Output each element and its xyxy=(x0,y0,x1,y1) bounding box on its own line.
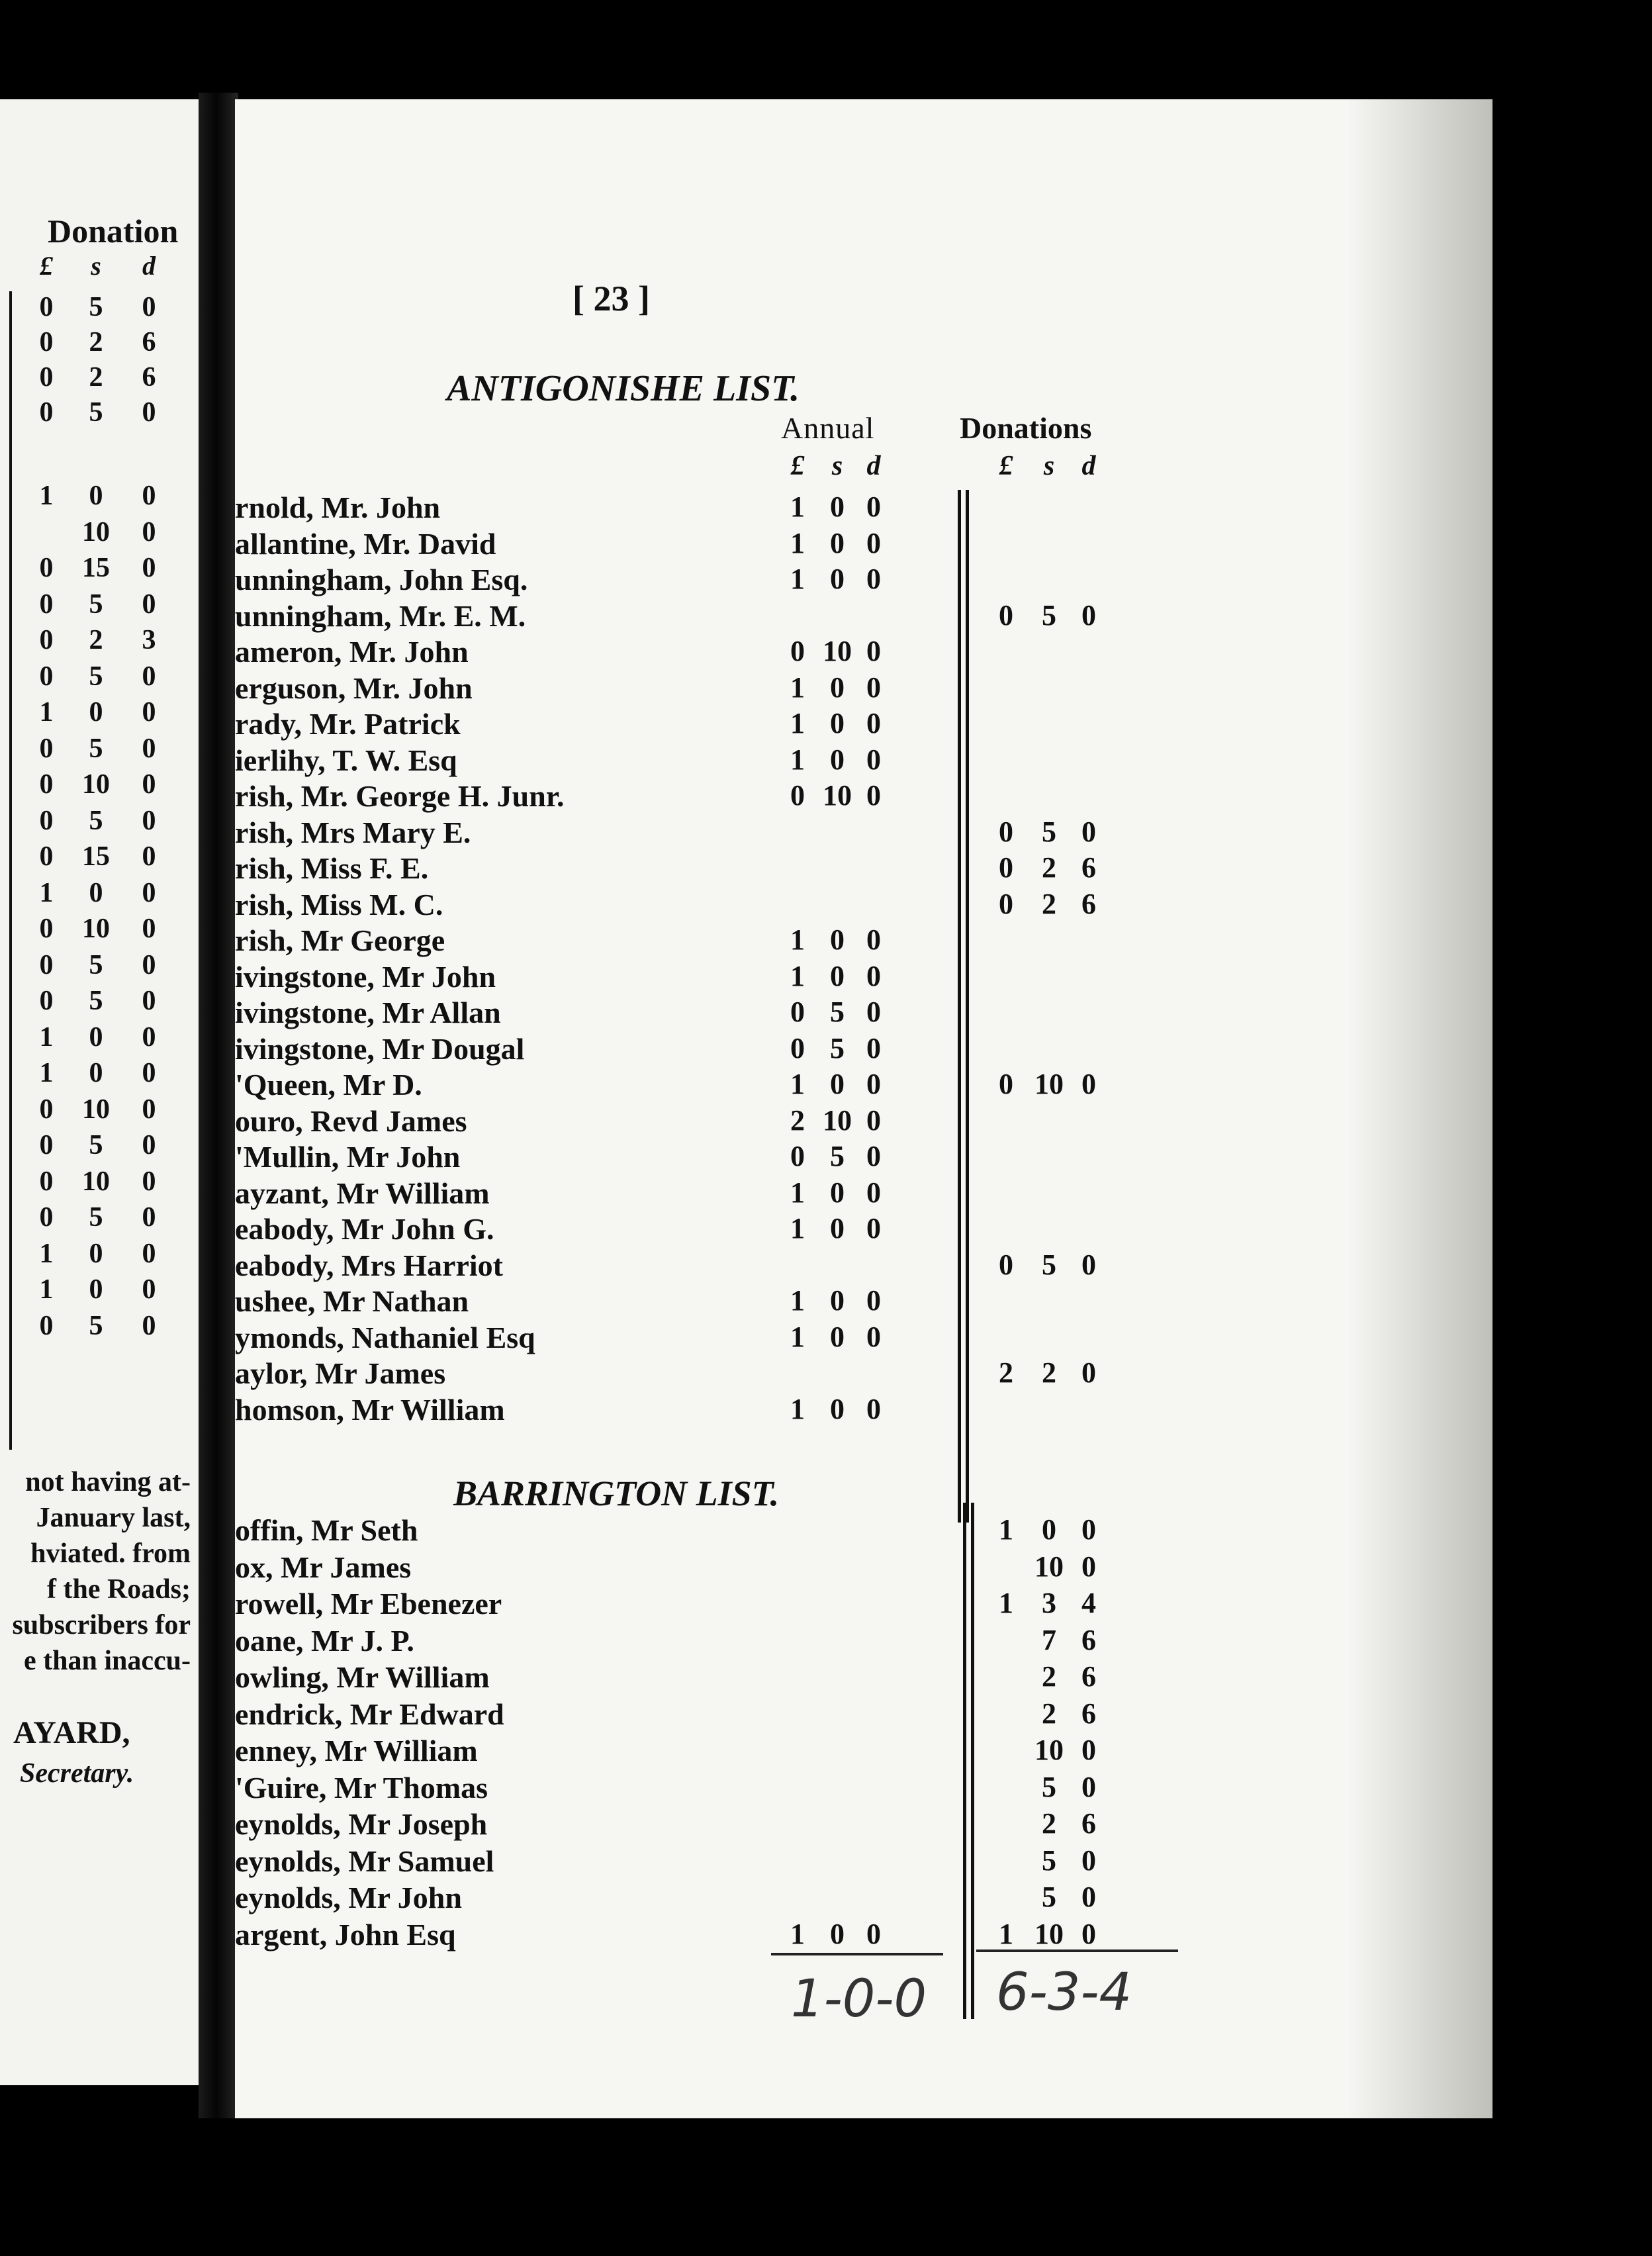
annual-amount: 0 xyxy=(866,526,881,559)
left-donation-amount: 1 xyxy=(39,1021,54,1053)
left-donation-amount: 0 xyxy=(142,516,156,547)
left-donation-amount: 0 xyxy=(39,362,54,393)
annual-amount: 0 xyxy=(866,1917,881,1950)
subscriber-name: unningham, Mr. E. M. xyxy=(235,598,526,633)
subscriber-name: ierlihy, T. W. Esq xyxy=(235,743,457,777)
left-donation-amount: 15 xyxy=(82,841,110,872)
subscriber-name: owling, Mr William xyxy=(235,1660,490,1694)
left-donation-amount: 0 xyxy=(89,1238,103,1269)
left-donation-amount: 0 xyxy=(89,697,103,728)
left-donation-amount: 5 xyxy=(89,1310,103,1341)
donation-amount: 0 xyxy=(1081,1550,1096,1583)
left-donation-amount: 0 xyxy=(39,292,54,322)
left-donation-amount: 0 xyxy=(142,697,156,728)
donation-amount: 0 xyxy=(1081,1917,1096,1950)
donation-amount: 2 xyxy=(1042,851,1056,884)
annual-amount: 0 xyxy=(866,491,881,523)
subscriber-name: 'Mullin, Mr John xyxy=(235,1140,461,1174)
left-donation-amount: 0 xyxy=(89,1274,103,1305)
donation-amount: 0 xyxy=(1081,1844,1096,1877)
antigonishe-rule-2 xyxy=(966,490,969,1523)
left-donation-amount: 2 xyxy=(89,327,103,357)
subscriber-name: endrick, Mr Edward xyxy=(235,1697,504,1731)
annual-amount: 0 xyxy=(830,1392,845,1425)
left-donation-amount: 0 xyxy=(89,1021,103,1053)
donation-amount: 6 xyxy=(1081,851,1096,884)
subscriber-name: offin, Mr Seth xyxy=(235,1513,418,1547)
annual-amount: 0 xyxy=(866,743,881,776)
donation-amount: 2 xyxy=(1042,1356,1056,1389)
annual-amount: 1 xyxy=(790,1284,805,1317)
subscriber-name: 'Guire, Mr Thomas xyxy=(235,1770,488,1805)
donation-amount: 2 xyxy=(1042,1660,1056,1693)
annual-amount: 0 xyxy=(830,563,845,595)
donation-amount: 0 xyxy=(999,815,1013,848)
left-donation-amount: 0 xyxy=(39,949,54,980)
left-donation-amount: 0 xyxy=(39,1202,54,1233)
annual-amount: 10 xyxy=(823,779,852,812)
left-donation-amount: 5 xyxy=(89,986,103,1016)
annual-unit-label: £ xyxy=(790,451,805,481)
subscriber-name: eabody, Mrs Harriot xyxy=(235,1248,503,1282)
left-donation-amount: 0 xyxy=(142,1238,156,1269)
donation-amount: 6 xyxy=(1081,1807,1096,1840)
left-donation-amount: 5 xyxy=(89,805,103,836)
annual-amount: 0 xyxy=(866,1031,881,1064)
donation-amount: 5 xyxy=(1042,598,1056,632)
subscriber-name: rish, Mr George xyxy=(235,923,445,957)
subscriber-name: enney, Mr William xyxy=(235,1734,478,1767)
left-signature-name: AYARD, xyxy=(13,1715,130,1750)
left-donation-amount: 2 xyxy=(89,362,103,393)
subscriber-name: ouro, Revd James xyxy=(235,1104,467,1138)
subscriber-name: ivingstone, Mr John xyxy=(235,959,496,994)
annual-amount: 0 xyxy=(866,1284,881,1317)
subscriber-name: eabody, Mr John G. xyxy=(235,1212,494,1246)
left-donation-amount: 10 xyxy=(82,914,110,944)
subscriber-name: eynolds, Mr Joseph xyxy=(235,1807,488,1841)
left-donation-amount: 0 xyxy=(142,1202,156,1233)
annual-amount: 0 xyxy=(866,959,881,992)
left-donation-amount: 5 xyxy=(89,949,103,980)
left-donation-amount: 10 xyxy=(82,1166,110,1197)
annual-amount: 0 xyxy=(830,526,845,559)
left-donation-amount: 10 xyxy=(82,516,110,547)
left-donation-amount: 0 xyxy=(142,1130,156,1160)
left-text-line: e than inaccu- xyxy=(24,1646,191,1676)
left-text-line: f the Roads; xyxy=(47,1574,191,1605)
left-donation-amount: 0 xyxy=(39,588,54,620)
subscriber-name: ameron, Mr. John xyxy=(235,635,469,669)
annual-amount: 0 xyxy=(866,1392,881,1425)
annual-amount: 1 xyxy=(790,1068,805,1100)
annual-amount: 0 xyxy=(830,1320,845,1353)
left-donation-amount: 5 xyxy=(89,292,103,322)
left-donation-amount: 0 xyxy=(142,481,156,511)
subscriber-name: rowell, Mr Ebenezer xyxy=(235,1587,502,1621)
donation-amount: 3 xyxy=(1042,1587,1056,1619)
left-donation-amount: 1 xyxy=(39,481,54,511)
donation-amount: 6 xyxy=(1081,1623,1096,1656)
subscriber-name: unningham, John Esq. xyxy=(235,563,528,596)
left-donation-amount: 0 xyxy=(89,877,103,908)
subscriber-name: rnold, Mr. John xyxy=(235,491,441,524)
donation-amount: 0 xyxy=(1081,815,1096,848)
donation-amount: 0 xyxy=(1081,1734,1096,1766)
annual-amount: 1 xyxy=(790,1320,805,1353)
donation-amount: 0 xyxy=(1042,1513,1056,1546)
annual-amount: 0 xyxy=(866,1176,881,1209)
barrington-rule-2 xyxy=(971,1503,974,2019)
left-donation-amount: 0 xyxy=(142,553,156,583)
book-gutter xyxy=(199,93,238,2118)
left-donation-amount: 0 xyxy=(142,949,156,980)
left-text-line: hviated. from xyxy=(30,1538,191,1569)
donation-amount: 0 xyxy=(1081,1356,1096,1389)
left-donation-amount: 5 xyxy=(89,1130,103,1160)
left-donation-amount: 0 xyxy=(142,1310,156,1341)
subscriber-name: rish, Mr. George H. Junr. xyxy=(235,779,565,813)
left-donation-amount: 0 xyxy=(142,588,156,620)
annual-amount: 0 xyxy=(830,1068,845,1100)
left-donation-amount: 6 xyxy=(142,327,156,357)
barrington-rule-1 xyxy=(963,1503,966,2019)
donation-amount: 0 xyxy=(1081,1248,1096,1281)
left-donation-amount: 0 xyxy=(142,914,156,944)
left-unit-label: s xyxy=(91,251,101,281)
donation-amount: 0 xyxy=(1081,1770,1096,1803)
annual-amount: 0 xyxy=(830,959,845,992)
left-signature-title: Secretary. xyxy=(20,1758,134,1789)
left-donation-amount: 0 xyxy=(39,553,54,583)
subscriber-name: ayzant, Mr William xyxy=(235,1176,490,1210)
annual-amount: 0 xyxy=(830,1176,845,1209)
donation-amount: 5 xyxy=(1042,1844,1056,1877)
left-donation-amount: 0 xyxy=(39,327,54,357)
donation-amount: 0 xyxy=(999,598,1013,632)
donation-amount: 10 xyxy=(1034,1734,1064,1766)
annual-amount: 0 xyxy=(866,635,881,667)
subscriber-name: rish, Miss M. C. xyxy=(235,887,443,921)
donations-handwritten-total: 6-3-4 xyxy=(996,1963,1132,2022)
left-donation-amount: 0 xyxy=(142,1274,156,1305)
annual-amount: 0 xyxy=(790,635,805,667)
left-text-line: subscribers for xyxy=(12,1610,191,1640)
annual-amount: 5 xyxy=(830,996,845,1028)
left-donation-amount: 3 xyxy=(142,625,156,655)
annual-amount: 0 xyxy=(790,1140,805,1172)
donation-amount: 0 xyxy=(999,851,1013,884)
subscriber-name: 'Queen, Mr D. xyxy=(235,1068,422,1102)
annual-amount: 0 xyxy=(866,996,881,1028)
left-text-line: January last, xyxy=(36,1503,191,1533)
subscriber-name: erguson, Mr. John xyxy=(235,671,473,705)
subscriber-name: ushee, Mr Nathan xyxy=(235,1284,469,1318)
left-donation-amount: 0 xyxy=(142,877,156,908)
left-donation-amount: 0 xyxy=(142,1058,156,1088)
annual-unit-label: s xyxy=(831,451,843,481)
left-donation-amount: 6 xyxy=(142,362,156,393)
left-donation-amount: 0 xyxy=(39,661,54,692)
left-donation-amount: 0 xyxy=(39,986,54,1016)
left-unit-label: d xyxy=(142,251,156,281)
donation-amount: 2 xyxy=(999,1356,1013,1389)
left-rule xyxy=(9,291,12,1450)
annual-amount: 0 xyxy=(830,923,845,956)
donation-amount: 0 xyxy=(1081,1513,1096,1546)
antigonishe-title: ANTIGONISHE LIST. xyxy=(447,368,800,409)
left-donation-amount: 5 xyxy=(89,733,103,764)
donations-total-rule xyxy=(976,1950,1178,1952)
donation-amount: 7 xyxy=(1042,1623,1056,1656)
right-page xyxy=(235,99,1492,2118)
annual-amount: 0 xyxy=(866,1140,881,1172)
donation-amount: 10 xyxy=(1034,1917,1064,1950)
left-donation-amount: 0 xyxy=(39,625,54,655)
annual-amount: 0 xyxy=(790,1031,805,1064)
annual-amount: 0 xyxy=(866,707,881,739)
left-donation-amount: 0 xyxy=(142,805,156,836)
donation-amount: 5 xyxy=(1042,815,1056,848)
left-donation-amount: 5 xyxy=(89,588,103,620)
annual-amount: 1 xyxy=(790,959,805,992)
annual-amount: 0 xyxy=(830,671,845,704)
left-donation-amount: 0 xyxy=(39,1130,54,1160)
left-donation-header: Donation xyxy=(48,212,179,250)
donation-amount: 10 xyxy=(1034,1068,1064,1100)
donation-amount: 6 xyxy=(1081,1660,1096,1693)
left-donation-amount: 0 xyxy=(142,292,156,322)
antigonishe-rule-1 xyxy=(958,490,961,1523)
left-donation-amount: 0 xyxy=(142,769,156,800)
left-donation-amount: 1 xyxy=(39,1274,54,1305)
annual-amount: 1 xyxy=(790,1176,805,1209)
left-donation-amount: 0 xyxy=(39,914,54,944)
annual-amount: 1 xyxy=(790,491,805,523)
left-donation-amount: 10 xyxy=(82,1094,110,1125)
donation-amount: 0 xyxy=(1081,598,1096,632)
donation-amount: 5 xyxy=(1042,1770,1056,1803)
annual-header: Annual xyxy=(781,411,875,445)
annual-amount: 0 xyxy=(866,779,881,812)
donation-amount: 10 xyxy=(1034,1550,1064,1583)
subscriber-name: rish, Miss F. E. xyxy=(235,851,429,885)
donation-amount: 0 xyxy=(1081,1881,1096,1913)
left-donation-amount: 0 xyxy=(39,769,54,800)
left-donation-amount: 1 xyxy=(39,877,54,908)
subscriber-name: allantine, Mr. David xyxy=(235,526,496,561)
left-donation-amount: 0 xyxy=(39,397,54,428)
donation-unit-label: d xyxy=(1081,451,1096,481)
subscriber-name: ivingstone, Mr Allan xyxy=(235,996,501,1029)
donation-amount: 5 xyxy=(1042,1881,1056,1913)
annual-amount: 0 xyxy=(866,671,881,704)
annual-amount: 0 xyxy=(866,923,881,956)
donation-amount: 6 xyxy=(1081,887,1096,920)
subscriber-name: aylor, Mr James xyxy=(235,1356,446,1390)
left-donation-amount: 0 xyxy=(142,1021,156,1053)
subscriber-name: homson, Mr William xyxy=(235,1392,505,1427)
annual-amount: 1 xyxy=(790,743,805,776)
annual-amount: 0 xyxy=(790,996,805,1028)
annual-amount: 0 xyxy=(830,1284,845,1317)
left-donation-amount: 0 xyxy=(89,1058,103,1088)
subscriber-name: ivingstone, Mr Dougal xyxy=(235,1031,525,1066)
annual-amount: 5 xyxy=(830,1140,845,1172)
left-donation-amount: 0 xyxy=(39,805,54,836)
annual-amount: 1 xyxy=(790,1392,805,1425)
donation-amount: 1 xyxy=(999,1587,1013,1619)
left-donation-amount: 0 xyxy=(39,733,54,764)
left-donation-amount: 0 xyxy=(39,1310,54,1341)
annual-amount: 0 xyxy=(830,743,845,776)
left-donation-amount: 0 xyxy=(142,661,156,692)
subscriber-name: argent, John Esq xyxy=(235,1917,456,1951)
left-donation-amount: 1 xyxy=(39,697,54,728)
annual-amount: 0 xyxy=(866,1104,881,1137)
annual-amount: 0 xyxy=(830,1917,845,1950)
donation-amount: 0 xyxy=(999,887,1013,920)
subscriber-name: eynolds, Mr Samuel xyxy=(235,1844,494,1878)
subscriber-name: ox, Mr James xyxy=(235,1550,412,1584)
left-text-line: not having at- xyxy=(25,1467,191,1497)
annual-total-rule xyxy=(771,1953,943,1955)
donation-amount: 0 xyxy=(999,1068,1013,1100)
donation-amount: 0 xyxy=(999,1248,1013,1281)
donation-amount: 4 xyxy=(1081,1587,1096,1619)
subscriber-name: rady, Mr. Patrick xyxy=(235,707,461,741)
donation-amount: 2 xyxy=(1042,1697,1056,1730)
subscriber-name: ymonds, Nathaniel Esq xyxy=(235,1320,535,1354)
donation-amount: 5 xyxy=(1042,1248,1056,1281)
annual-amount: 1 xyxy=(790,526,805,559)
annual-amount: 0 xyxy=(830,491,845,523)
subscriber-name: oane, Mr J. P. xyxy=(235,1623,414,1658)
annual-amount: 0 xyxy=(866,1212,881,1245)
donation-unit-label: £ xyxy=(999,451,1013,481)
annual-amount: 1 xyxy=(790,707,805,739)
annual-amount: 0 xyxy=(866,563,881,595)
annual-amount: 1 xyxy=(790,563,805,595)
annual-amount: 10 xyxy=(823,1104,852,1137)
donation-amount: 0 xyxy=(1081,1068,1096,1100)
left-donation-amount: 5 xyxy=(89,1202,103,1233)
annual-amount: 0 xyxy=(866,1068,881,1100)
subscriber-name: eynolds, Mr John xyxy=(235,1881,462,1914)
left-donation-amount: 1 xyxy=(39,1238,54,1269)
donations-header: Donations xyxy=(960,411,1092,445)
left-donation-amount: 0 xyxy=(142,1094,156,1125)
donation-unit-label: s xyxy=(1043,451,1055,481)
donation-amount: 2 xyxy=(1042,887,1056,920)
barrington-title: BARRINGTON LIST. xyxy=(453,1474,780,1513)
annual-amount: 2 xyxy=(790,1104,805,1137)
annual-amount: 1 xyxy=(790,923,805,956)
annual-unit-label: d xyxy=(866,451,881,481)
left-donation-amount: 0 xyxy=(39,1094,54,1125)
donation-amount: 6 xyxy=(1081,1697,1096,1730)
annual-amount: 1 xyxy=(790,1212,805,1245)
donation-amount: 1 xyxy=(999,1513,1013,1546)
annual-amount: 0 xyxy=(866,1320,881,1353)
donation-amount: 2 xyxy=(1042,1807,1056,1840)
left-page xyxy=(0,99,199,2085)
annual-amount: 0 xyxy=(830,1212,845,1245)
left-donation-amount: 0 xyxy=(142,1166,156,1197)
left-donation-amount: 0 xyxy=(142,841,156,872)
left-donation-amount: 0 xyxy=(39,841,54,872)
donation-amount: 1 xyxy=(999,1917,1013,1950)
left-donation-amount: 1 xyxy=(39,1058,54,1088)
annual-amount: 0 xyxy=(830,707,845,739)
annual-amount: 1 xyxy=(790,1917,805,1950)
left-donation-amount: 0 xyxy=(142,733,156,764)
annual-amount: 0 xyxy=(790,779,805,812)
annual-amount: 1 xyxy=(790,671,805,704)
left-donation-amount: 2 xyxy=(89,625,103,655)
left-donation-amount: 0 xyxy=(142,397,156,428)
annual-handwritten-total: 1-0-0 xyxy=(791,1969,927,2029)
left-donation-amount: 5 xyxy=(89,661,103,692)
subscriber-name: rish, Mrs Mary E. xyxy=(235,815,471,849)
left-donation-amount: 0 xyxy=(142,986,156,1016)
left-unit-label: £ xyxy=(40,251,53,281)
annual-amount: 5 xyxy=(830,1031,845,1064)
left-donation-amount: 0 xyxy=(39,1166,54,1197)
left-donation-amount: 0 xyxy=(89,481,103,511)
left-donation-amount: 10 xyxy=(82,769,110,800)
left-donation-amount: 5 xyxy=(89,397,103,428)
page-number: [ 23 ] xyxy=(573,279,650,318)
annual-amount: 10 xyxy=(823,635,852,667)
left-donation-amount: 15 xyxy=(82,553,110,583)
